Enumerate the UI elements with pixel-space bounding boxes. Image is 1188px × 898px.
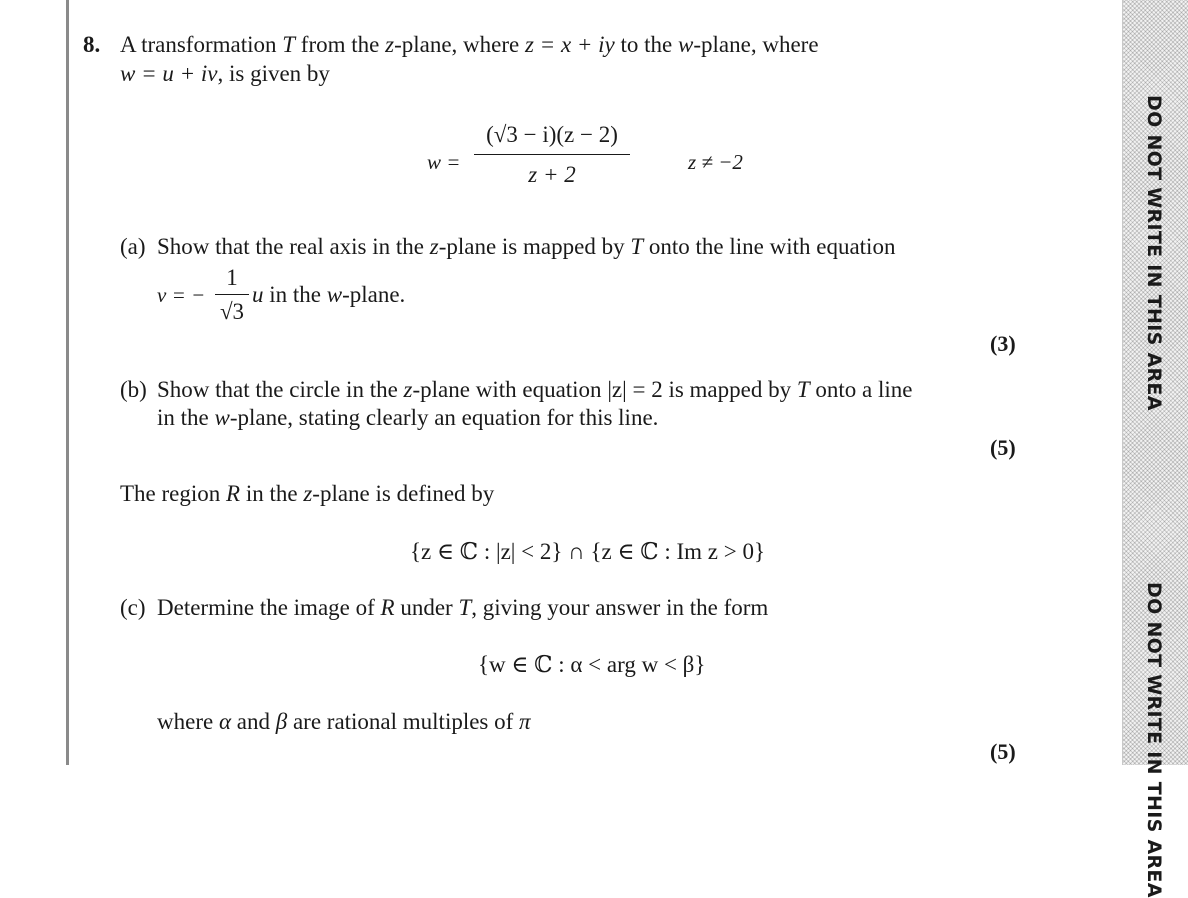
answer-form-set: {w ∈ ℂ : α < arg w < β} bbox=[478, 652, 706, 677]
question-intro-line2: w = u + iv, is given by bbox=[120, 61, 330, 86]
do-not-write-margin bbox=[1122, 0, 1188, 898]
region-line: The region R in the z-plane is defined by bbox=[120, 481, 495, 506]
left-margin-rule bbox=[66, 0, 69, 765]
part-c-label: (c) bbox=[120, 595, 146, 620]
part-a-label: (a) bbox=[120, 234, 146, 259]
part-c-line2: where α and β are rational multiples of π bbox=[157, 709, 531, 734]
margin-warning-2: DO NOT WRITE IN THIS AREA bbox=[1143, 582, 1165, 898]
part-b-marks: (5) bbox=[990, 435, 1016, 460]
question-number: 8. bbox=[83, 32, 101, 57]
formula-fraction bbox=[474, 123, 630, 186]
part-a-marks: (3) bbox=[990, 331, 1016, 356]
part-b-line1: Show that the circle in the z-plane with equation |z| = 2 is mapped by T onto a line bbox=[157, 377, 913, 402]
part-a-eq-rest: u in the w-plane. bbox=[252, 282, 406, 307]
fraction-bar bbox=[474, 154, 630, 155]
margin-warning-1: DO NOT WRITE IN THIS AREA bbox=[1143, 95, 1165, 411]
formula-numerator: (√3 − i)(z − 2) bbox=[486, 122, 618, 147]
part-b-label: (b) bbox=[120, 377, 147, 402]
part-c-line1: Determine the image of R under T, giving your answer in the form bbox=[157, 595, 769, 620]
formula-lhs: w = bbox=[427, 150, 461, 174]
part-a-eq-lhs: v = − bbox=[157, 283, 206, 307]
region-set: {z ∈ ℂ : |z| < 2} ∩ {z ∈ ℂ : Im z > 0} bbox=[410, 539, 765, 564]
fraction-bar bbox=[215, 294, 249, 295]
part-a-frac-den: √3 bbox=[219, 299, 245, 324]
formula-denominator: z + 2 bbox=[528, 162, 576, 187]
part-c-marks: (5) bbox=[990, 739, 1016, 764]
part-a-fraction bbox=[215, 266, 249, 323]
part-b-line2: in the w-plane, stating clearly an equation for this line. bbox=[157, 405, 659, 430]
part-a-frac-num: 1 bbox=[226, 265, 238, 290]
question-intro-line1: A transformation T from the z-plane, where z = x + iy to the w-plane, where bbox=[120, 32, 819, 57]
part-a-line1: Show that the real axis in the z-plane is mapped by T onto the line with equation bbox=[157, 234, 896, 259]
formula-condition: z ≠ −2 bbox=[688, 150, 743, 174]
